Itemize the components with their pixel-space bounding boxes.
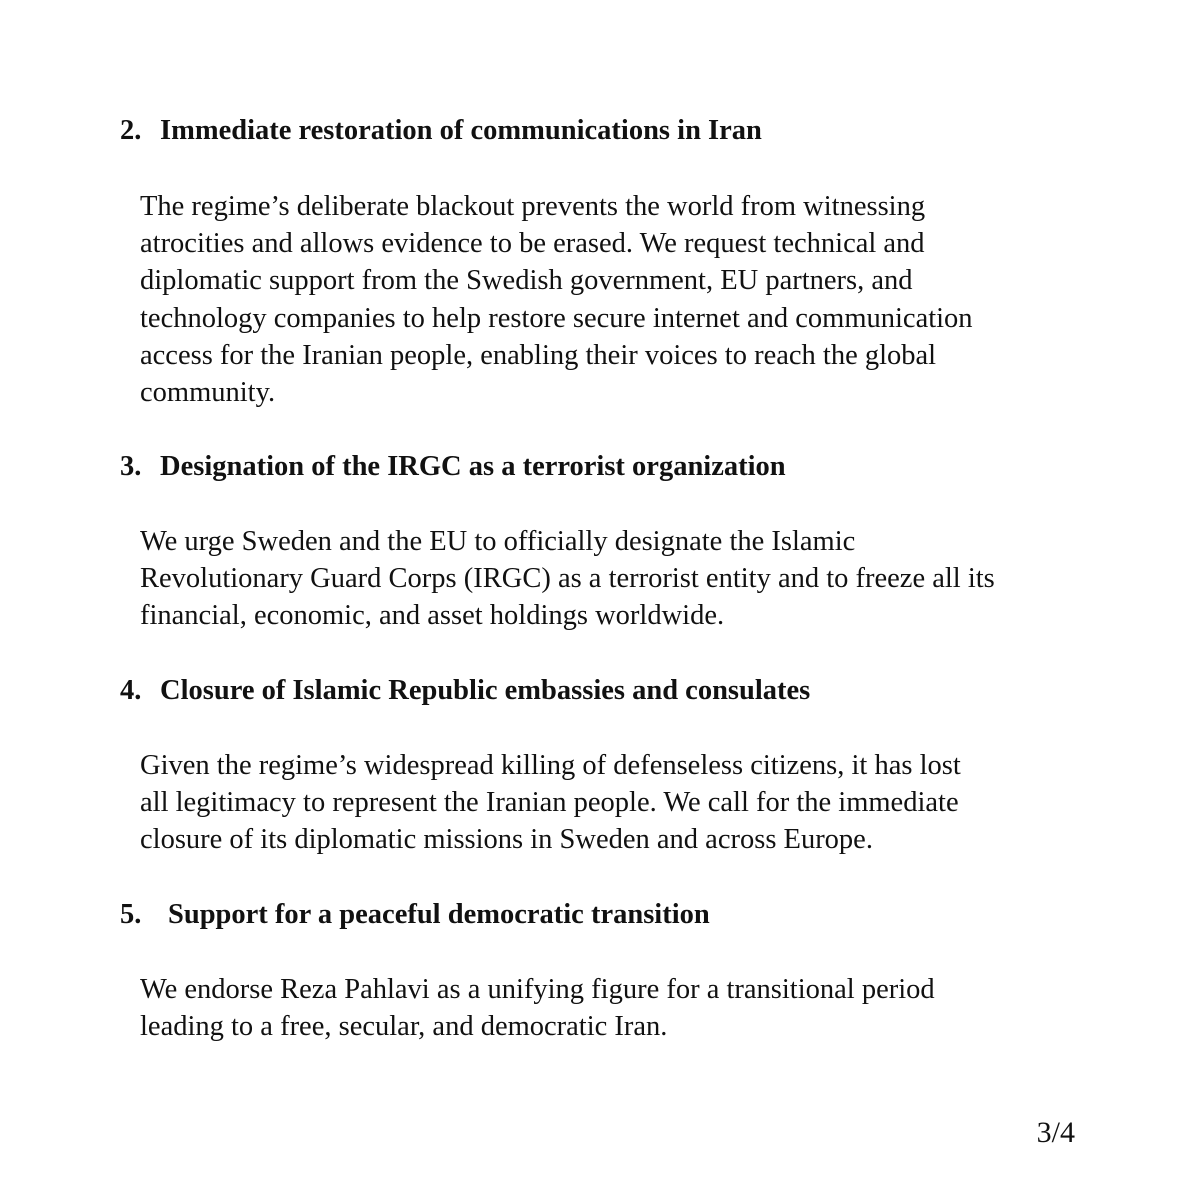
section-4-heading (120, 674, 810, 708)
body-line: diplomatic support from the Swedish government, EU partners, and (140, 265, 913, 297)
section-4-body (140, 747, 961, 859)
page-number: 3/4 (1036, 1116, 1075, 1149)
body-line: Revolutionary Guard Corps (IRGC) as a terrorist entity and to freeze all its (140, 563, 995, 595)
body-line: We urge Sweden and the EU to officially designate the Islamic (140, 526, 856, 557)
section-number: 4. (120, 675, 142, 706)
section-number: 2. (120, 115, 142, 146)
section-2-heading (120, 114, 762, 148)
section-title: Closure of Islamic Republic embassies and consulates (160, 675, 811, 706)
section-number: 3. (120, 451, 142, 482)
body-line: all legitimacy to represent the Iranian people. We call for the immediate (140, 787, 959, 819)
section-title: Designation of the IRGC as a terrorist organization (160, 451, 786, 482)
body-line: technology companies to help restore secure internet and communication (140, 302, 973, 334)
body-line: leading to a free, secular, and democratic Iran. (140, 1011, 668, 1043)
body-line: Given the regime’s widespread killing of defenseless citizens, it has lost (140, 750, 961, 781)
section-3-heading (120, 450, 786, 484)
body-line: access for the Iranian people, enabling their voices to reach the global (140, 339, 937, 371)
body-line: atrocities and allows evidence to be erased. We request technical and (140, 228, 925, 260)
section-number: 5. (120, 899, 142, 930)
section-title: Immediate restoration of communications in Iran (160, 115, 762, 146)
section-2-body (140, 188, 973, 411)
section-5-heading (120, 898, 710, 932)
body-line: We endorse Reza Pahlavi as a unifying figure for a transitional period (140, 974, 935, 1005)
body-line: financial, economic, and asset holdings worldwide. (140, 600, 725, 632)
body-line: The regime’s deliberate blackout prevents the world from witnessing (140, 191, 926, 222)
body-line: community. (140, 377, 276, 409)
section-title: Support for a peaceful democratic transition (168, 899, 710, 930)
section-3-body (140, 523, 995, 635)
section-5-body (140, 971, 935, 1045)
body-line: closure of its diplomatic missions in Sweden and across Europe. (140, 824, 873, 856)
